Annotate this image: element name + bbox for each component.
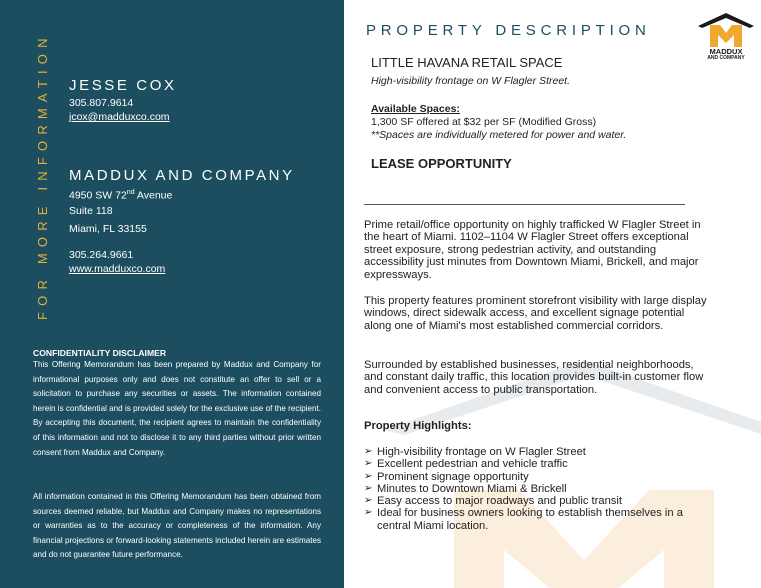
arrow-bullet-icon: ➢ bbox=[364, 482, 373, 494]
address-street: 4950 SW 72nd Avenue bbox=[69, 189, 173, 202]
disclaimer-title: CONFIDENTIALITY DISCLAIMER bbox=[33, 348, 167, 358]
m-logo-icon bbox=[702, 25, 750, 47]
agent-email-link[interactable]: jcox@madduxco.com bbox=[69, 111, 170, 123]
disclaimer-paragraph-2: All information contained in this Offering Memorandum has been obtained from sources deemed reliable, but Maddux and Company makes no representations or warranties as to the accuracy or completeness of the information. Any financial projections or forward-looking statements included herein are estimates and do not guarantee future performance. bbox=[33, 492, 321, 560]
description-paragraph-1: Prime retail/office opportunity on highly trafficked W Flagler Street in the heart of Miami. 1102–1104 W Flagler Street offers exceptional street exposure, strong pedestrian activity, and outstanding accessibility just minutes from Downtown Miami, Brickell, and major expressways. bbox=[364, 219, 701, 281]
property-description-panel bbox=[344, 0, 761, 588]
agent-name: JESSE COX bbox=[69, 77, 177, 94]
logo-wordmark: MADDUX bbox=[709, 47, 743, 56]
available-spaces-detail: 1,300 SF offered at $32 per SF (Modified Gross) bbox=[371, 116, 597, 128]
description-paragraph-3: Surrounded by established businesses, residential neighborhoods, and constant daily traffic, this location provides built-in customer flow and convenient access to public transportation. bbox=[364, 359, 704, 396]
address-city: Miami, FL 33155 bbox=[69, 223, 147, 235]
available-spaces-note: **Spaces are individually metered for power and water. bbox=[371, 129, 627, 141]
available-spaces-heading: Available Spaces: bbox=[371, 103, 460, 115]
list-item: ➢ Ideal for business owners looking to establish themselves in a central Miami location. bbox=[364, 507, 683, 532]
section-title: PROPERTY DESCRIPTION bbox=[366, 22, 651, 39]
arrow-bullet-icon: ➢ bbox=[364, 495, 373, 507]
property-name: LITTLE HAVANA RETAIL SPACE bbox=[371, 55, 563, 70]
logo-subtitle: AND COMPANY bbox=[707, 55, 745, 61]
divider bbox=[364, 204, 685, 205]
vertical-heading: FOR MORE INFORMATION bbox=[35, 32, 50, 320]
company-name: MADDUX AND COMPANY bbox=[69, 167, 295, 184]
contact-sidebar bbox=[0, 0, 344, 588]
list-item: ➢ Excellent pedestrian and vehicle traffic bbox=[364, 458, 568, 471]
agent-phone: 305.807.9614 bbox=[69, 97, 134, 109]
list-item: ➢ Minutes to Downtown Miami & Brickell bbox=[364, 482, 567, 495]
arrow-bullet-icon: ➢ bbox=[364, 446, 373, 457]
property-tagline: High-visibility frontage on W Flagler Street. bbox=[371, 75, 570, 87]
lease-heading: LEASE OPPORTUNITY bbox=[371, 156, 512, 171]
arrow-bullet-icon: ➢ bbox=[364, 470, 373, 482]
arrow-bullet-icon: ➢ bbox=[364, 507, 373, 519]
website-link[interactable]: www.madduxco.com bbox=[69, 263, 166, 275]
list-item: ➢ High-visibility frontage on W Flagler Street bbox=[364, 446, 586, 458]
address-suite: Suite 118 bbox=[69, 205, 113, 217]
disclaimer-paragraph-1: This Offering Memorandum has been prepared by Maddux and Company for informational purposes only and does not constitute an offer to sell or a solicitation to purchase any securities or assets. The information contained herein is confidential and is provided solely for the exclusive use of the recipient. By accepting this document, the recipient agrees to maintain the confidentiality of this information and not to disclose it to any third parties without prior written consent from Maddux and Company. bbox=[33, 360, 321, 457]
highlights-list bbox=[364, 446, 709, 532]
highlights-heading: Property Highlights: bbox=[364, 420, 472, 432]
description-paragraph-2: This property features prominent storefront visibility with large display windows, direct sidewalk access, and excellent signage potential along one of Miami's most established commercial corridors. bbox=[364, 295, 707, 332]
company-logo bbox=[696, 10, 756, 60]
company-phone: 305.264.9661 bbox=[69, 249, 134, 261]
arrow-bullet-icon: ➢ bbox=[364, 458, 373, 470]
list-item: ➢ Easy access to major roadways and public transit bbox=[364, 495, 622, 508]
list-item: ➢ Prominent signage opportunity bbox=[364, 470, 529, 483]
